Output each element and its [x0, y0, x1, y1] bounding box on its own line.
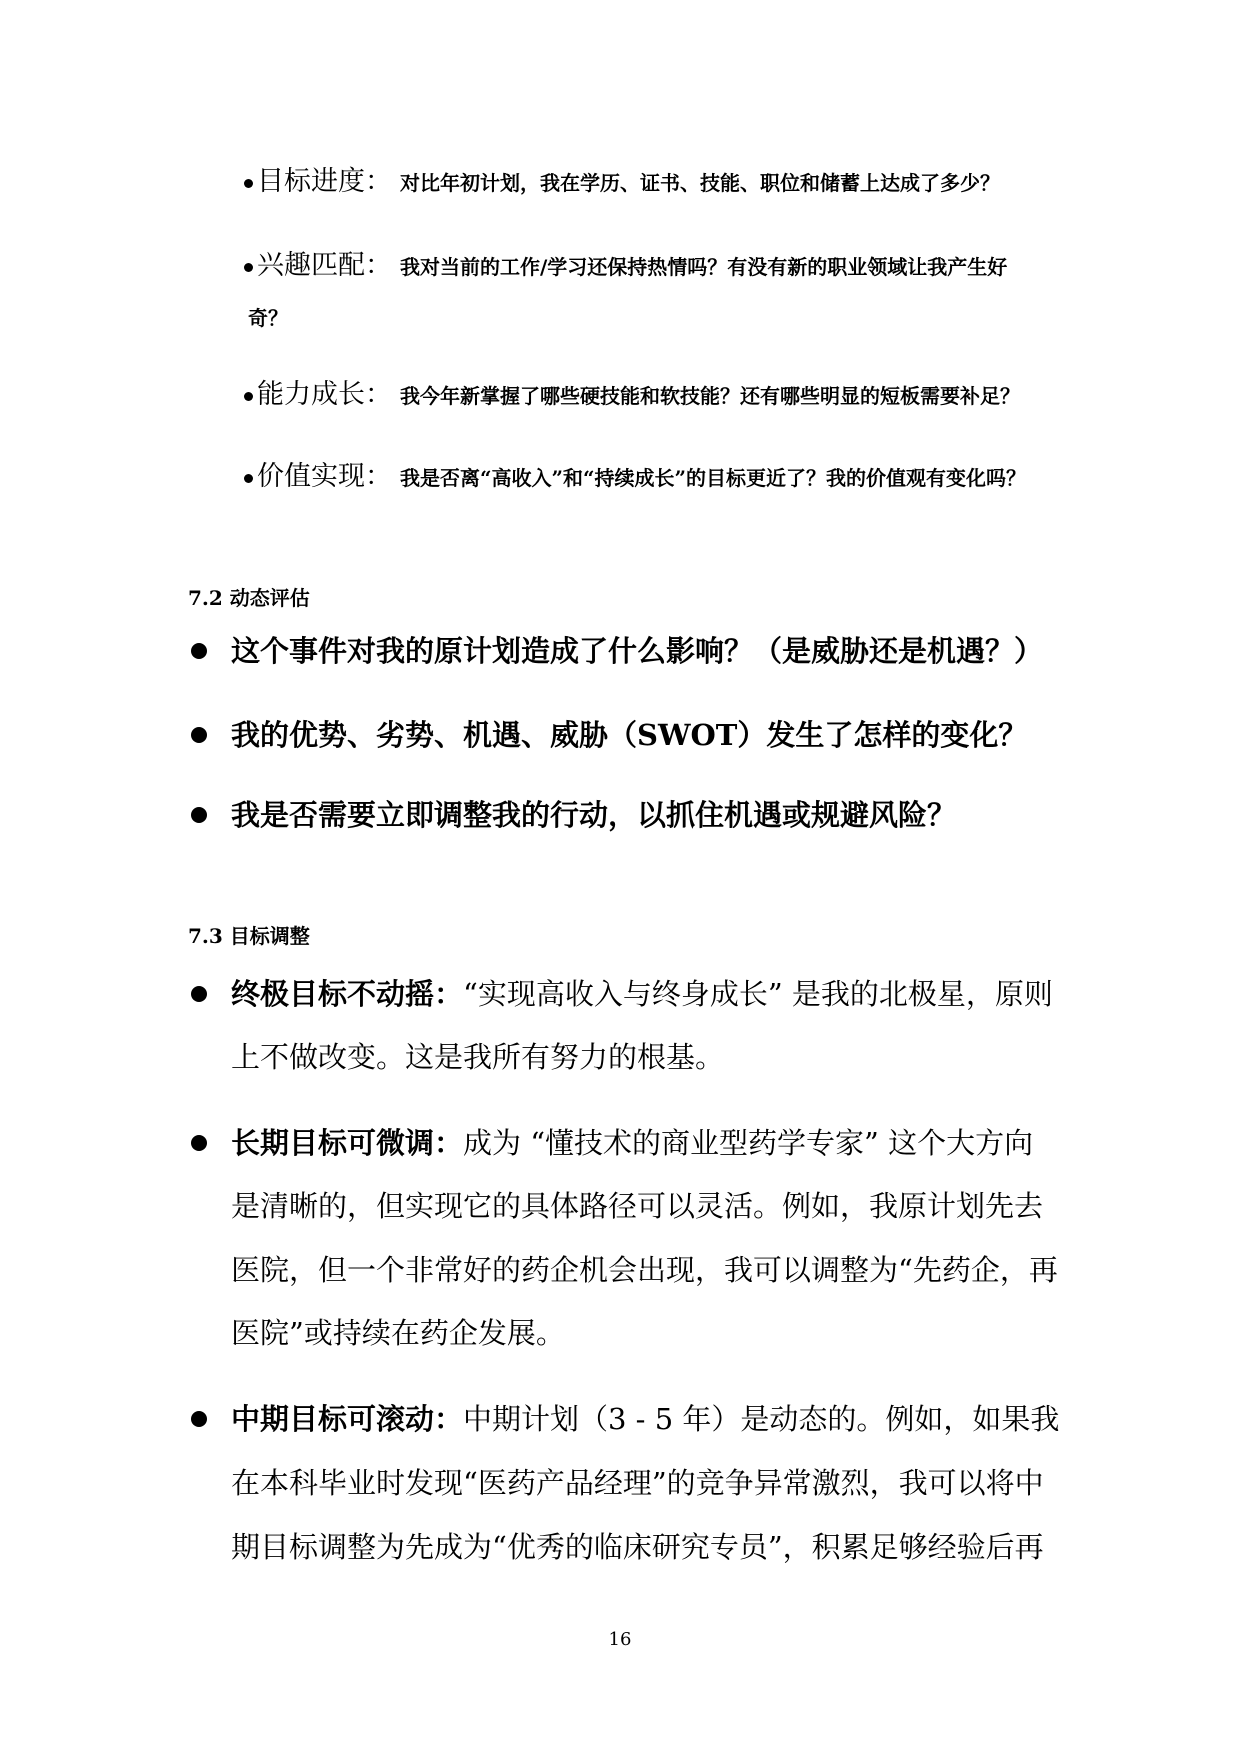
- list-item: 我是否需要立即调整我的行动，以抓住机遇或规避风险？: [231, 798, 957, 832]
- reflection-text: 对比年初计划，我在学历、证书、技能、职位和储蓄上达成了多少？: [400, 171, 1000, 195]
- list-item-label: 中期目标可滚动：: [231, 1402, 464, 1436]
- section-heading-7-3: 7.3 目标调整: [188, 924, 310, 948]
- reflection-item-value-realization: [244, 459, 1026, 498]
- reflection-label: 能力成长：: [257, 379, 392, 410]
- list-item: 我的优势、劣势、机遇、威胁（SWOT）发生了怎样的变化？: [231, 718, 1028, 752]
- list-item: 这个事件对我的原计划造成了什么影响？（是威胁还是机遇？）: [231, 634, 1044, 668]
- reflection-text: 我对当前的工作/学习还保持热情吗？有没有新的职业领域让我产生好: [400, 255, 1008, 279]
- list-item-text: 上不做改变。这是我所有努力的根基。: [231, 1040, 725, 1074]
- list-item-text: 中期计划（3 - 5 年）是动态的。例如，如果我: [463, 1402, 1060, 1436]
- bullet-icon: [191, 727, 207, 743]
- bullet-icon: [244, 474, 253, 483]
- bullet-icon: [244, 179, 253, 188]
- list-item-first-line: [231, 974, 1053, 1014]
- bullet-icon: [244, 263, 253, 272]
- list-item-text: 期目标调整为先成为“优秀的临床研究专员”，积累足够经验后再: [231, 1530, 1044, 1564]
- section-heading-7-2: 7.2 动态评估: [188, 586, 310, 610]
- list-item-text: 医院”或持续在药企发展。: [231, 1316, 565, 1350]
- reflection-item-ability-growth: [244, 377, 1020, 416]
- bullet-icon: [191, 1135, 207, 1151]
- list-item-text: 医院，但一个非常好的药企机会出现，我可以调整为“先药企，再: [231, 1253, 1058, 1287]
- bullet-icon: [191, 807, 207, 823]
- list-item-first-line: [231, 1123, 1033, 1163]
- reflection-item-goal-progress: [244, 164, 1000, 203]
- reflection-text: 我是否离“高收入”和“持续成长”的目标更近了？我的价值观有变化吗？: [400, 466, 1027, 490]
- bullet-icon: [244, 392, 253, 401]
- bullet-icon: [191, 986, 207, 1002]
- reflection-label: 兴趣匹配：: [257, 250, 392, 281]
- reflection-text: 我今年新掌握了哪些硬技能和软技能？还有哪些明显的短板需要补足？: [400, 384, 1020, 408]
- bullet-icon: [191, 1411, 207, 1427]
- list-item-text: “实现高收入与终身成长” 是我的北极星，原则: [463, 977, 1053, 1011]
- reflection-label: 价值实现：: [257, 461, 392, 492]
- page-number: 16: [608, 1629, 632, 1650]
- list-item-text: 在本科毕业时发现“医药产品经理”的竞争异常激烈，我可以将中: [231, 1466, 1044, 1500]
- list-item-label: 长期目标可微调：: [231, 1126, 464, 1160]
- reflection-text-continuation: 奇？: [248, 306, 288, 330]
- list-item-text: 成为 “懂技术的商业型药学专家” 这个大方向: [463, 1126, 1034, 1160]
- list-item-label: 终极目标不动摇：: [231, 977, 464, 1011]
- list-item-text: 是清晰的，但实现它的具体路径可以灵活。例如，我原计划先去: [231, 1189, 1044, 1223]
- list-item-first-line: [231, 1399, 1059, 1439]
- reflection-label: 目标进度：: [257, 166, 392, 197]
- bullet-icon: [191, 643, 207, 659]
- reflection-item-interest-match: [244, 248, 1007, 287]
